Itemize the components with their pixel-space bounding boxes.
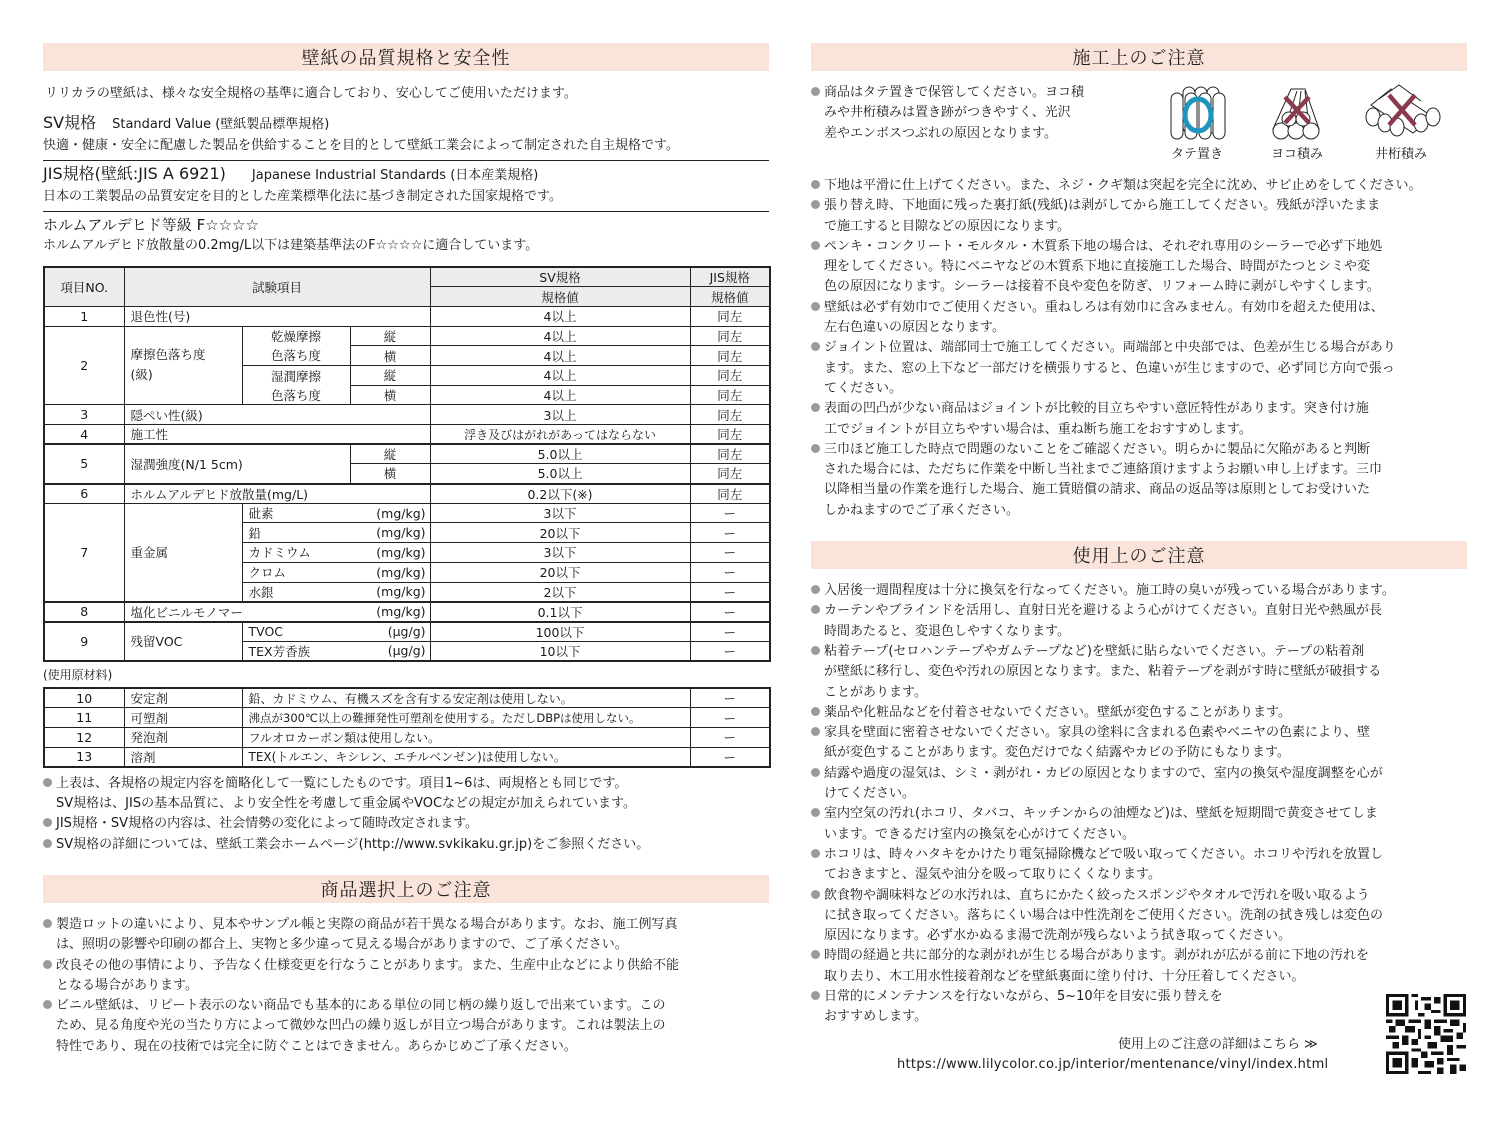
note-item	[43, 835, 783, 855]
row-sv: 5.0以上	[430, 464, 690, 484]
sub-item: カドミウム	[242, 543, 350, 563]
section-header-construction	[811, 43, 1467, 71]
row-no: 3	[44, 405, 124, 425]
unit: (μg/g)	[350, 622, 430, 642]
list-item	[811, 237, 1467, 298]
line: います。できるだけ室内の換気を心がけてください。	[824, 826, 1135, 842]
section-title: 壁紙の品質規格と安全性	[301, 48, 511, 69]
list-item	[811, 440, 1467, 521]
row-sv: 20以下	[430, 523, 690, 543]
table-row	[44, 602, 770, 622]
formaldehyde-heading	[43, 214, 769, 236]
line: 以降相当量の作業を進行した場合、施工賃賠償の請求、商品の返品等は原則としてお受けいた	[824, 482, 1371, 498]
list-item	[811, 581, 1467, 601]
list-item	[811, 83, 1131, 162]
usage-list	[811, 581, 1467, 1028]
line: 時間の経過と共に部分的な剥がれが生じる場合があります。剥がれが広がる前に下地の汚れを	[824, 948, 1369, 964]
line: てください。	[824, 380, 903, 396]
line: された場合には、ただちに作業を中断し当社までご連絡頂けますようお願い申し上げます。三巾	[824, 462, 1382, 478]
line: となる場合があります。	[56, 977, 198, 993]
line: 三巾ほど施工した時点で問題のないことをご確認ください。明らかに製品に欠陥があると判断	[824, 441, 1371, 457]
row-item: ホルムアルデヒド放散量(mg/L)	[124, 484, 430, 504]
note-text: SV規格は、JISの基本品質に、より安全性を考慮して重金属やVOCなどの規定が加えられています。	[56, 796, 636, 812]
row-item: 残留VOC	[124, 622, 242, 661]
table-row	[44, 708, 770, 728]
sv-description: 快適・健康・安全に配慮した製品を供給することを目的として壁紙工業会によって制定された自主規格です。	[43, 138, 679, 153]
section-header-quality	[43, 43, 769, 71]
list-item	[43, 915, 769, 956]
formaldehyde-name: ホルムアルデヒド等級 F☆☆☆☆	[43, 216, 259, 234]
row-sv: 3以下	[430, 543, 690, 563]
line: 時間あたると、変退色しやすくなります。	[824, 623, 1070, 639]
line: 紙が変色することがあります。変色だけでなく結露やカビの予防にもなります。	[824, 745, 1290, 761]
jis-description: 日本の工業製品の品質安定を目的とした産業標準化法に基づき制定された国家規格です。	[43, 189, 562, 204]
bullet-icon	[811, 646, 820, 655]
header-jis-value: 規格値	[690, 287, 770, 307]
sv-english: Standard Value (壁紙製品標準規格)	[112, 117, 330, 132]
intro-text: リリカラの壁紙は、様々な安全規格の基準に適合しており、安心してご使用いただけます。	[45, 86, 577, 101]
row-desc: TEX(トルエン、キシレン、エチルベンゼン)は使用しない。	[242, 747, 690, 767]
row-item: 隠ぺい性(級)	[124, 405, 430, 425]
line: 左右色違いの原因となります。	[824, 320, 1005, 336]
row-item: 退色性(号)	[124, 306, 430, 326]
row-item-line: (級)	[130, 367, 153, 383]
note-text: JIS規格・SV規格の内容は、社会情勢の変化によって随時改定されます。	[56, 816, 479, 832]
row-item: 発泡剤	[124, 727, 242, 747]
list-item	[43, 996, 769, 1057]
vertical-storage-icon	[1161, 83, 1233, 141]
row-sv: 3以上	[430, 405, 690, 425]
line: カーテンやブラインドを活用し、直射日光を避けるよう心がけてください。直射日光や熱風が長	[824, 603, 1382, 619]
sub-item: 湿潤摩擦	[242, 365, 350, 385]
row-no: 6	[44, 484, 124, 504]
line: おすすめします。	[824, 1009, 928, 1025]
bullet-icon	[43, 960, 52, 969]
row-sv: 0.1以下	[430, 602, 690, 622]
line: 壁紙は必ず有効巾でご使用ください。重ねしろは有効巾に含みません。有効巾を超えた使用は、	[824, 299, 1384, 315]
bullet-icon	[811, 605, 820, 614]
line: ておきますと、湿気や油分を吸って取りにくくなります。	[824, 867, 1161, 883]
row-no: 1	[44, 306, 124, 326]
list-item	[811, 399, 1467, 440]
row-no: 9	[44, 622, 124, 661]
line: 日常的にメンテナンスを行ないながら、5~10年を目安に張り替えを	[824, 988, 1223, 1004]
row-sv: 10以下	[430, 641, 690, 661]
direction: 横	[350, 385, 430, 405]
sub-item: 乾燥摩擦	[242, 326, 350, 346]
line: 工でジョイントが目立ちやすい場合は、重ね断ち施工をおすすめします。	[824, 421, 1252, 437]
bullet-icon	[43, 778, 52, 787]
list-item	[811, 176, 1467, 196]
section-title: 使用上のご注意	[1072, 546, 1206, 568]
bullet-icon	[811, 991, 820, 1000]
bullet-icon	[811, 768, 820, 777]
row-item: 安定剤	[124, 688, 242, 708]
table-row	[44, 444, 770, 464]
direction: 横	[350, 346, 430, 366]
line: けてください。	[824, 786, 916, 802]
row-jis: ー	[690, 747, 770, 767]
table-row	[44, 425, 770, 445]
list-item	[43, 956, 769, 997]
bullet-icon	[811, 585, 820, 594]
bullet-icon	[43, 839, 52, 848]
bullet-icon	[811, 302, 820, 311]
row-no: 2	[44, 326, 124, 405]
bullet-icon	[811, 707, 820, 716]
jis-english: Japanese Industrial Standards (日本産業規格)	[251, 168, 539, 183]
row-sv: 0.2以下(※)	[430, 484, 690, 504]
line: ため、見る角度や光の当たり方によって微妙な凹凸の繰り返しが目立つ場合があります。これは製法上の	[56, 1018, 666, 1034]
row-jis: 同左	[690, 425, 770, 445]
row-jis: 同左	[690, 306, 770, 326]
bullet-icon	[811, 200, 820, 209]
unit: (mg/kg)	[350, 503, 430, 523]
list-item	[811, 764, 1467, 805]
row-sv: 5.0以上	[430, 444, 690, 464]
row-jis: 同左	[690, 346, 770, 366]
usage-detail-link[interactable]: 使用上のご注意の詳細はこちら ≫	[1118, 1037, 1318, 1052]
materials-label: (使用原材料)	[43, 668, 113, 683]
table-row	[44, 622, 770, 642]
line: 室内空気の汚れ(ホコリ、タバコ、キッチンからの油煙など)は、壁紙を短期間で黄変させてしま	[824, 806, 1378, 822]
list-item	[811, 298, 1467, 339]
table-header-row	[44, 267, 770, 287]
storage-option	[1261, 83, 1333, 162]
spec-table	[43, 266, 771, 662]
table-row	[44, 405, 770, 425]
list-item	[811, 987, 1467, 1028]
list-item	[811, 642, 1467, 703]
row-jis: ー	[690, 622, 770, 642]
line: 製造ロットの違いにより、見本やサンプル帳と実際の商品が若干異なる場合があります。なお、施工例写真	[56, 917, 678, 932]
sub-item: 砒素	[242, 503, 350, 523]
row-jis: 同左	[690, 405, 770, 425]
row-jis: 同左	[690, 444, 770, 464]
direction: 縦	[350, 326, 430, 346]
storage-option	[1361, 83, 1441, 162]
row-jis: ー	[690, 543, 770, 563]
line: みや井桁積みは置き跡がつきやすく、光沢	[824, 105, 1071, 121]
line: ます。また、窓の上下など一部だけを横張りすると、色違いが生じますので、必ず同じ方向で張っ	[824, 360, 1395, 376]
sub-item: 水銀	[242, 582, 350, 602]
construction-list	[811, 176, 1467, 521]
row-no: 8	[44, 602, 124, 622]
table-row	[44, 747, 770, 767]
sub-item: TVOC	[242, 622, 350, 642]
sub-item: 鉛	[242, 523, 350, 543]
row-sv: 4以上	[430, 385, 690, 405]
table-row	[44, 503, 770, 523]
table-row	[44, 688, 770, 708]
note-item	[43, 774, 783, 815]
note-text: SV規格の詳細については、壁紙工業会ホームページ(http://www.svkikaku.gr.jp)をご参照ください。	[56, 836, 650, 852]
table-row	[44, 306, 770, 326]
table-row	[44, 727, 770, 747]
header-sv-value: 規格値	[430, 287, 690, 307]
line: は、照明の影響や印刷の都合上、実物と多少違って見える場合がありますので、ご了承ください。	[56, 937, 628, 953]
line: 取り去り、木工用水性接着剤などを壁紙裏面に塗り付け、十分圧着してください。	[824, 968, 1305, 984]
row-no: 13	[44, 747, 124, 767]
list-item	[811, 946, 1467, 987]
line: で施工すると目隙などの原因になります。	[824, 218, 1070, 234]
line: ホコリは、時々ハタキをかけたり電気掃除機などで吸い取ってください。ホコリや汚れを放置し	[824, 846, 1384, 862]
header-item: 試験項目	[124, 267, 430, 306]
qr-code-icon[interactable]	[1386, 994, 1466, 1074]
line: 粘着テープ(セロハンテープやガムテープなど)を壁紙に貼らないでください。テープの粘着剤	[824, 643, 1365, 659]
row-item: 施工性	[124, 425, 430, 445]
row-sv: 2以下	[430, 582, 690, 602]
note-text: 上表は、各規格の規定内容を簡略化して一覧にしたものです。項目1~6は、両規格とも同じです。	[56, 775, 628, 791]
storage-notice	[811, 83, 1467, 162]
line: 薬品や化粧品などを付着させないでください。壁紙が変色することがあります。	[824, 704, 1291, 720]
row-jis: 同左	[690, 385, 770, 405]
line: が壁紙に移行し、変色や汚れの原因となります。また、粘着テープを剥がす時に壁紙が破損する	[824, 664, 1382, 680]
horizontal-stack-icon	[1261, 83, 1333, 141]
row-no: 11	[44, 708, 124, 728]
bullet-icon	[811, 342, 820, 351]
row-no: 5	[44, 444, 124, 483]
bullet-icon	[811, 444, 820, 453]
line: 下地は平滑に仕上げてください。また、ネジ・クギ類は突起を完全に沈め、サビ止めをしてください。	[824, 178, 1422, 193]
bullet-icon	[43, 1000, 52, 1009]
line: 理をしてください。特にベニヤなどの木質系下地に直接施工した場合、時間がたつとシミや変	[824, 259, 1371, 275]
row-jis: ー	[690, 708, 770, 728]
selection-list	[43, 915, 769, 1057]
header-sv: SV規格	[430, 267, 690, 287]
row-desc: フルオロカーボン類は使用しない。	[242, 727, 690, 747]
divider	[43, 211, 769, 212]
line: 原因になります。必ず水かぬるま湯で洗剤が残らないよう拭き取ってください。	[824, 928, 1291, 944]
row-jis: 同左	[690, 484, 770, 504]
bullet-icon	[43, 919, 52, 928]
row-sv: 4以上	[430, 365, 690, 385]
bullet-icon	[811, 241, 820, 250]
line: 張り替え時、下地面に残った裏打紙(残紙)は剥がしてから施工してください。残紙が浮いたまま	[824, 198, 1381, 214]
row-jis: 同左	[690, 365, 770, 385]
row-jis: ー	[690, 562, 770, 582]
bullet-icon	[811, 403, 820, 412]
row-item: 可塑剤	[124, 708, 242, 728]
unit: (mg/kg)	[350, 602, 430, 622]
row-sv: 4以上	[430, 306, 690, 326]
sub-item: TEX芳香族	[242, 641, 350, 661]
line: ペンキ・コンクリート・モルタル・木質系下地の場合は、それぞれ専用のシーラーで必ず下地処	[824, 238, 1383, 254]
list-item	[811, 886, 1467, 947]
sub-item: 色落ち度	[242, 385, 350, 405]
row-item: 重金属	[124, 503, 242, 601]
line: 改良その他の事情により、予告なく仕様変更を行なうことがあります。また、生産中止などにより供給不能	[56, 957, 679, 973]
row-item	[124, 326, 242, 405]
header-jis: JIS規格	[690, 267, 770, 287]
storage-label: ヨコ積み	[1270, 147, 1323, 162]
row-item-line: 摩擦色落ち度	[130, 347, 206, 363]
list-item	[811, 601, 1467, 642]
line: しかねますのでご了承ください。	[824, 502, 1020, 518]
direction: 横	[350, 464, 430, 484]
line: 入居後一週間程度は十分に換気を行なってください。施工時の臭いが残っている場合があります。	[824, 583, 1395, 599]
table-notes	[43, 774, 783, 855]
usage-detail-url[interactable]: https://www.lilycolor.co.jp/interior/mentenance/vinyl/index.html	[897, 1057, 1329, 1072]
sub-item: 色落ち度	[242, 346, 350, 366]
bullet-icon	[811, 808, 820, 817]
bullet-icon	[811, 890, 820, 899]
row-jis: ー	[690, 688, 770, 708]
list-item	[811, 338, 1467, 399]
spec-table-wrapper	[43, 266, 769, 768]
section-header-selection	[43, 875, 769, 903]
storage-label: 井桁積み	[1374, 147, 1427, 162]
row-desc: 沸点が300℃以上の難揮発性可塑剤を使用する。ただしDBPは使用しない。	[242, 708, 690, 728]
row-item: 塩化ビニルモノマー	[124, 602, 350, 622]
bullet-icon	[811, 727, 820, 736]
storage-label: タテ置き	[1170, 147, 1223, 162]
row-jis: 同左	[690, 326, 770, 346]
row-no: 10	[44, 688, 124, 708]
row-no: 7	[44, 503, 124, 601]
row-sv: 4以上	[430, 326, 690, 346]
section-title: 商品選択上のご注意	[320, 880, 492, 901]
list-item	[811, 723, 1467, 764]
row-item: 湿潤強度(N/1 5cm)	[124, 444, 350, 483]
bullet-icon	[43, 818, 52, 827]
bullet-icon	[811, 180, 820, 189]
crisscross-stack-icon	[1361, 83, 1441, 141]
row-sv: 4以上	[430, 346, 690, 366]
table-row	[44, 326, 770, 346]
unit: (mg/kg)	[350, 543, 430, 563]
storage-icons	[1161, 83, 1441, 162]
storage-option	[1161, 83, 1233, 162]
sv-standard-heading	[43, 112, 769, 136]
line: 飲食物や調味料などの水汚れは、直ちにかたく絞ったスポンジやタオルで汚れを吸い取るよう	[824, 887, 1370, 903]
list-item	[811, 196, 1467, 237]
line: ことがあります。	[824, 684, 927, 700]
row-jis: ー	[690, 602, 770, 622]
row-jis: ー	[690, 727, 770, 747]
line: 商品はタテ置きで保管してください。ヨコ積	[824, 85, 1085, 100]
row-jis: 同左	[690, 464, 770, 484]
row-jis: ー	[690, 503, 770, 523]
list-item	[811, 845, 1467, 886]
line: ビニル壁紙は、リピート表示のない商品でも基本的にある単位の同じ柄の繰り返しで出来ています。この	[56, 998, 666, 1014]
row-no: 4	[44, 425, 124, 445]
sv-name: SV規格	[43, 113, 97, 132]
list-item	[811, 804, 1467, 845]
row-jis: ー	[690, 641, 770, 661]
list-item	[811, 703, 1467, 723]
bullet-icon	[811, 950, 820, 959]
row-sv: 3以下	[430, 503, 690, 523]
header-no: 項目NO.	[44, 267, 124, 306]
bullet-icon	[811, 87, 820, 96]
row-sv: 100以下	[430, 622, 690, 642]
divider	[43, 160, 769, 161]
line: に拭き取ってください。落ちにくい場合は中性洗剤をご使用ください。洗剤の拭き残しは変色の	[824, 907, 1384, 923]
line: 特性であり、現在の技術では完全に防ぐことはできません。あらかじめご了承ください。	[56, 1038, 577, 1054]
materials-table	[43, 687, 771, 768]
note-item	[43, 814, 783, 834]
unit: (mg/kg)	[350, 582, 430, 602]
line: 結露や過度の湿気は、シミ・剥がれ・カビの原因となりますので、室内の換気や湿度調整を心が	[824, 765, 1383, 781]
right-column	[811, 43, 1467, 1028]
direction: 縦	[350, 444, 430, 464]
row-jis: ー	[690, 582, 770, 602]
unit: (mg/kg)	[350, 523, 430, 543]
row-no: 12	[44, 727, 124, 747]
row-item: 溶剤	[124, 747, 242, 767]
bullet-icon	[811, 849, 820, 858]
line: 色の原因になります。シーラーは接着不良や変色を防ぎ、リフォーム時に剥がしやすくします。	[824, 279, 1380, 295]
row-sv: 20以下	[430, 562, 690, 582]
row-desc: 鉛、カドミウム、有機スズを含有する安定剤は使用しない。	[242, 688, 690, 708]
sub-item: クロム	[242, 562, 350, 582]
direction: 縦	[350, 365, 430, 385]
jis-name: JIS規格(壁紙:JIS A 6921)	[43, 164, 226, 183]
jis-standard-heading	[43, 163, 769, 187]
line: ジョイント位置は、端部同士で施工してください。両端部と中央部では、色差が生じる場合があり	[824, 340, 1396, 356]
unit: (mg/kg)	[350, 562, 430, 582]
section-header-usage	[811, 541, 1467, 569]
table-row	[44, 484, 770, 504]
section-title: 施工上のご注意	[1072, 48, 1206, 69]
formaldehyde-description: ホルムアルデヒド放散量の0.2mg/L以下は建築基準法のF☆☆☆☆に適合しています。	[43, 238, 539, 253]
row-sv: 浮き及びはがれがあってはならない	[430, 425, 690, 445]
line: 差やエンボスつぶれの原因となります。	[824, 125, 1057, 141]
line: 家具を壁面に密着させないでください。家具の塗料に含まれる色素やベニヤの色素により、壁	[824, 725, 1371, 741]
line: 表面の凹凸が少ない商品はジョイントが比較的目立ちやすい意匠特性があります。突き付け施	[824, 401, 1369, 417]
left-column	[43, 43, 769, 1057]
unit: (μg/g)	[350, 641, 430, 661]
row-jis: ー	[690, 523, 770, 543]
